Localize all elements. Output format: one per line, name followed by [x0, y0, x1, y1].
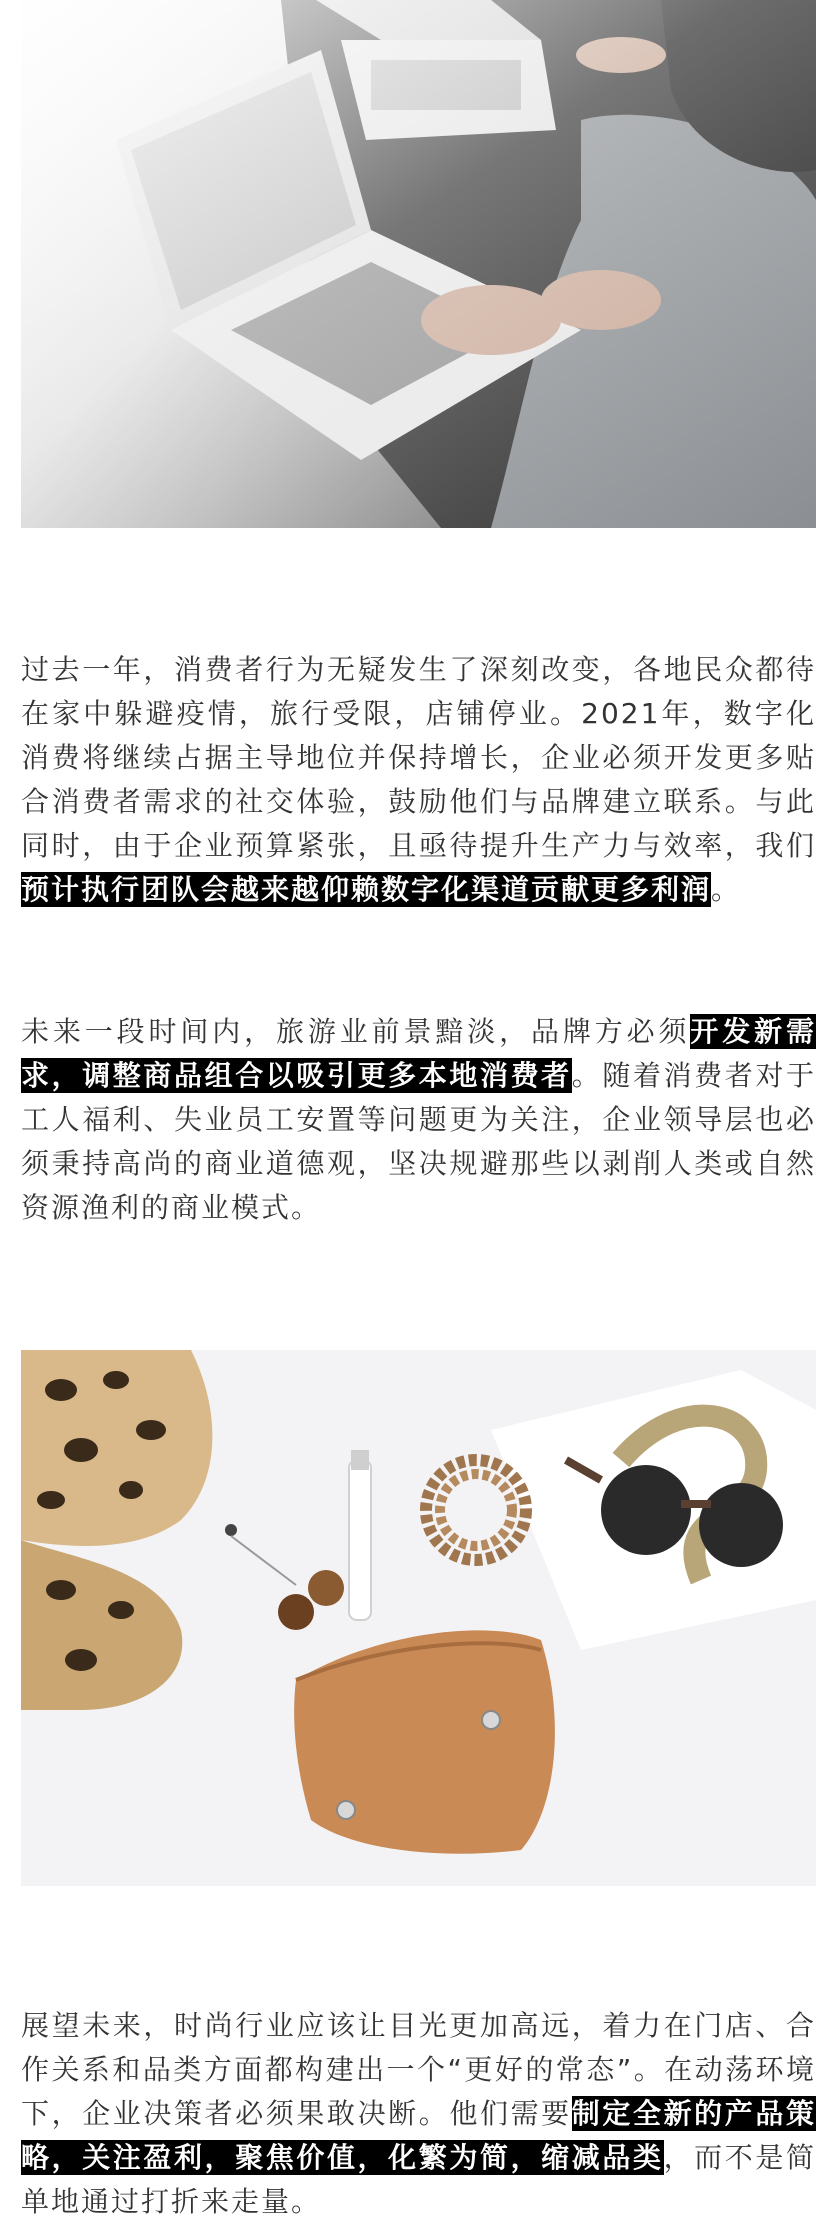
paragraph-1-text: 过去一年，消费者行为无疑发生了深刻改变，各地民众都待在家中躲避疫情，旅行受限，店铺停业。2021年，数字化消费将继续占据主导地位并保持增长，企业必须开发更多贴合消费者需求的社交体验，鼓励他们与品牌建立联系。与此同时，由于企业预算紧张，且亟待提升生产力与效率，我们: [21, 653, 816, 862]
office-laptop-photo: [21, 0, 816, 528]
paragraph-2-ending: 。随着消费者对于工人福利、失业员工安置等问题更为关注，企业领导层也必须秉持高尚的商业道德观，坚决规避那些以剥削人类或自然资源渔利的商业模式。: [21, 1059, 816, 1224]
paragraph-2: [21, 1010, 816, 1230]
paragraph-3: [21, 2004, 816, 2224]
office-laptop-illustration: [21, 0, 816, 528]
paragraph-3-ending: ，而不是简单地通过打折来走量。: [21, 2141, 816, 2218]
fashion-accessories-photo: [21, 1350, 816, 1886]
paragraph-3-highlight: 制定全新的产品策略，关注盈利，聚焦价值，化繁为简，缩减品类: [21, 2097, 816, 2174]
paragraph-2-text: 未来一段时间内，旅游业前景黯淡，品牌方必须: [21, 1015, 691, 1048]
fashion-accessories-illustration: [21, 1350, 816, 1886]
paragraph-1-ending: 。: [711, 873, 742, 906]
paragraph-1-highlight: 预计执行团队会越来越仰赖数字化渠道贡献更多利润: [21, 873, 712, 906]
paragraph-2-highlight: 开发新需求，调整商品组合以吸引更多本地消费者: [21, 1015, 816, 1092]
paragraph-1: [21, 648, 816, 912]
paragraph-3-text: 展望未来，时尚行业应该让目光更加高远，着力在门店、合作关系和品类方面都构建出一个“更好的常态”。在动荡环境下，企业决策者必须果敢决断。他们需要: [21, 2009, 816, 2130]
